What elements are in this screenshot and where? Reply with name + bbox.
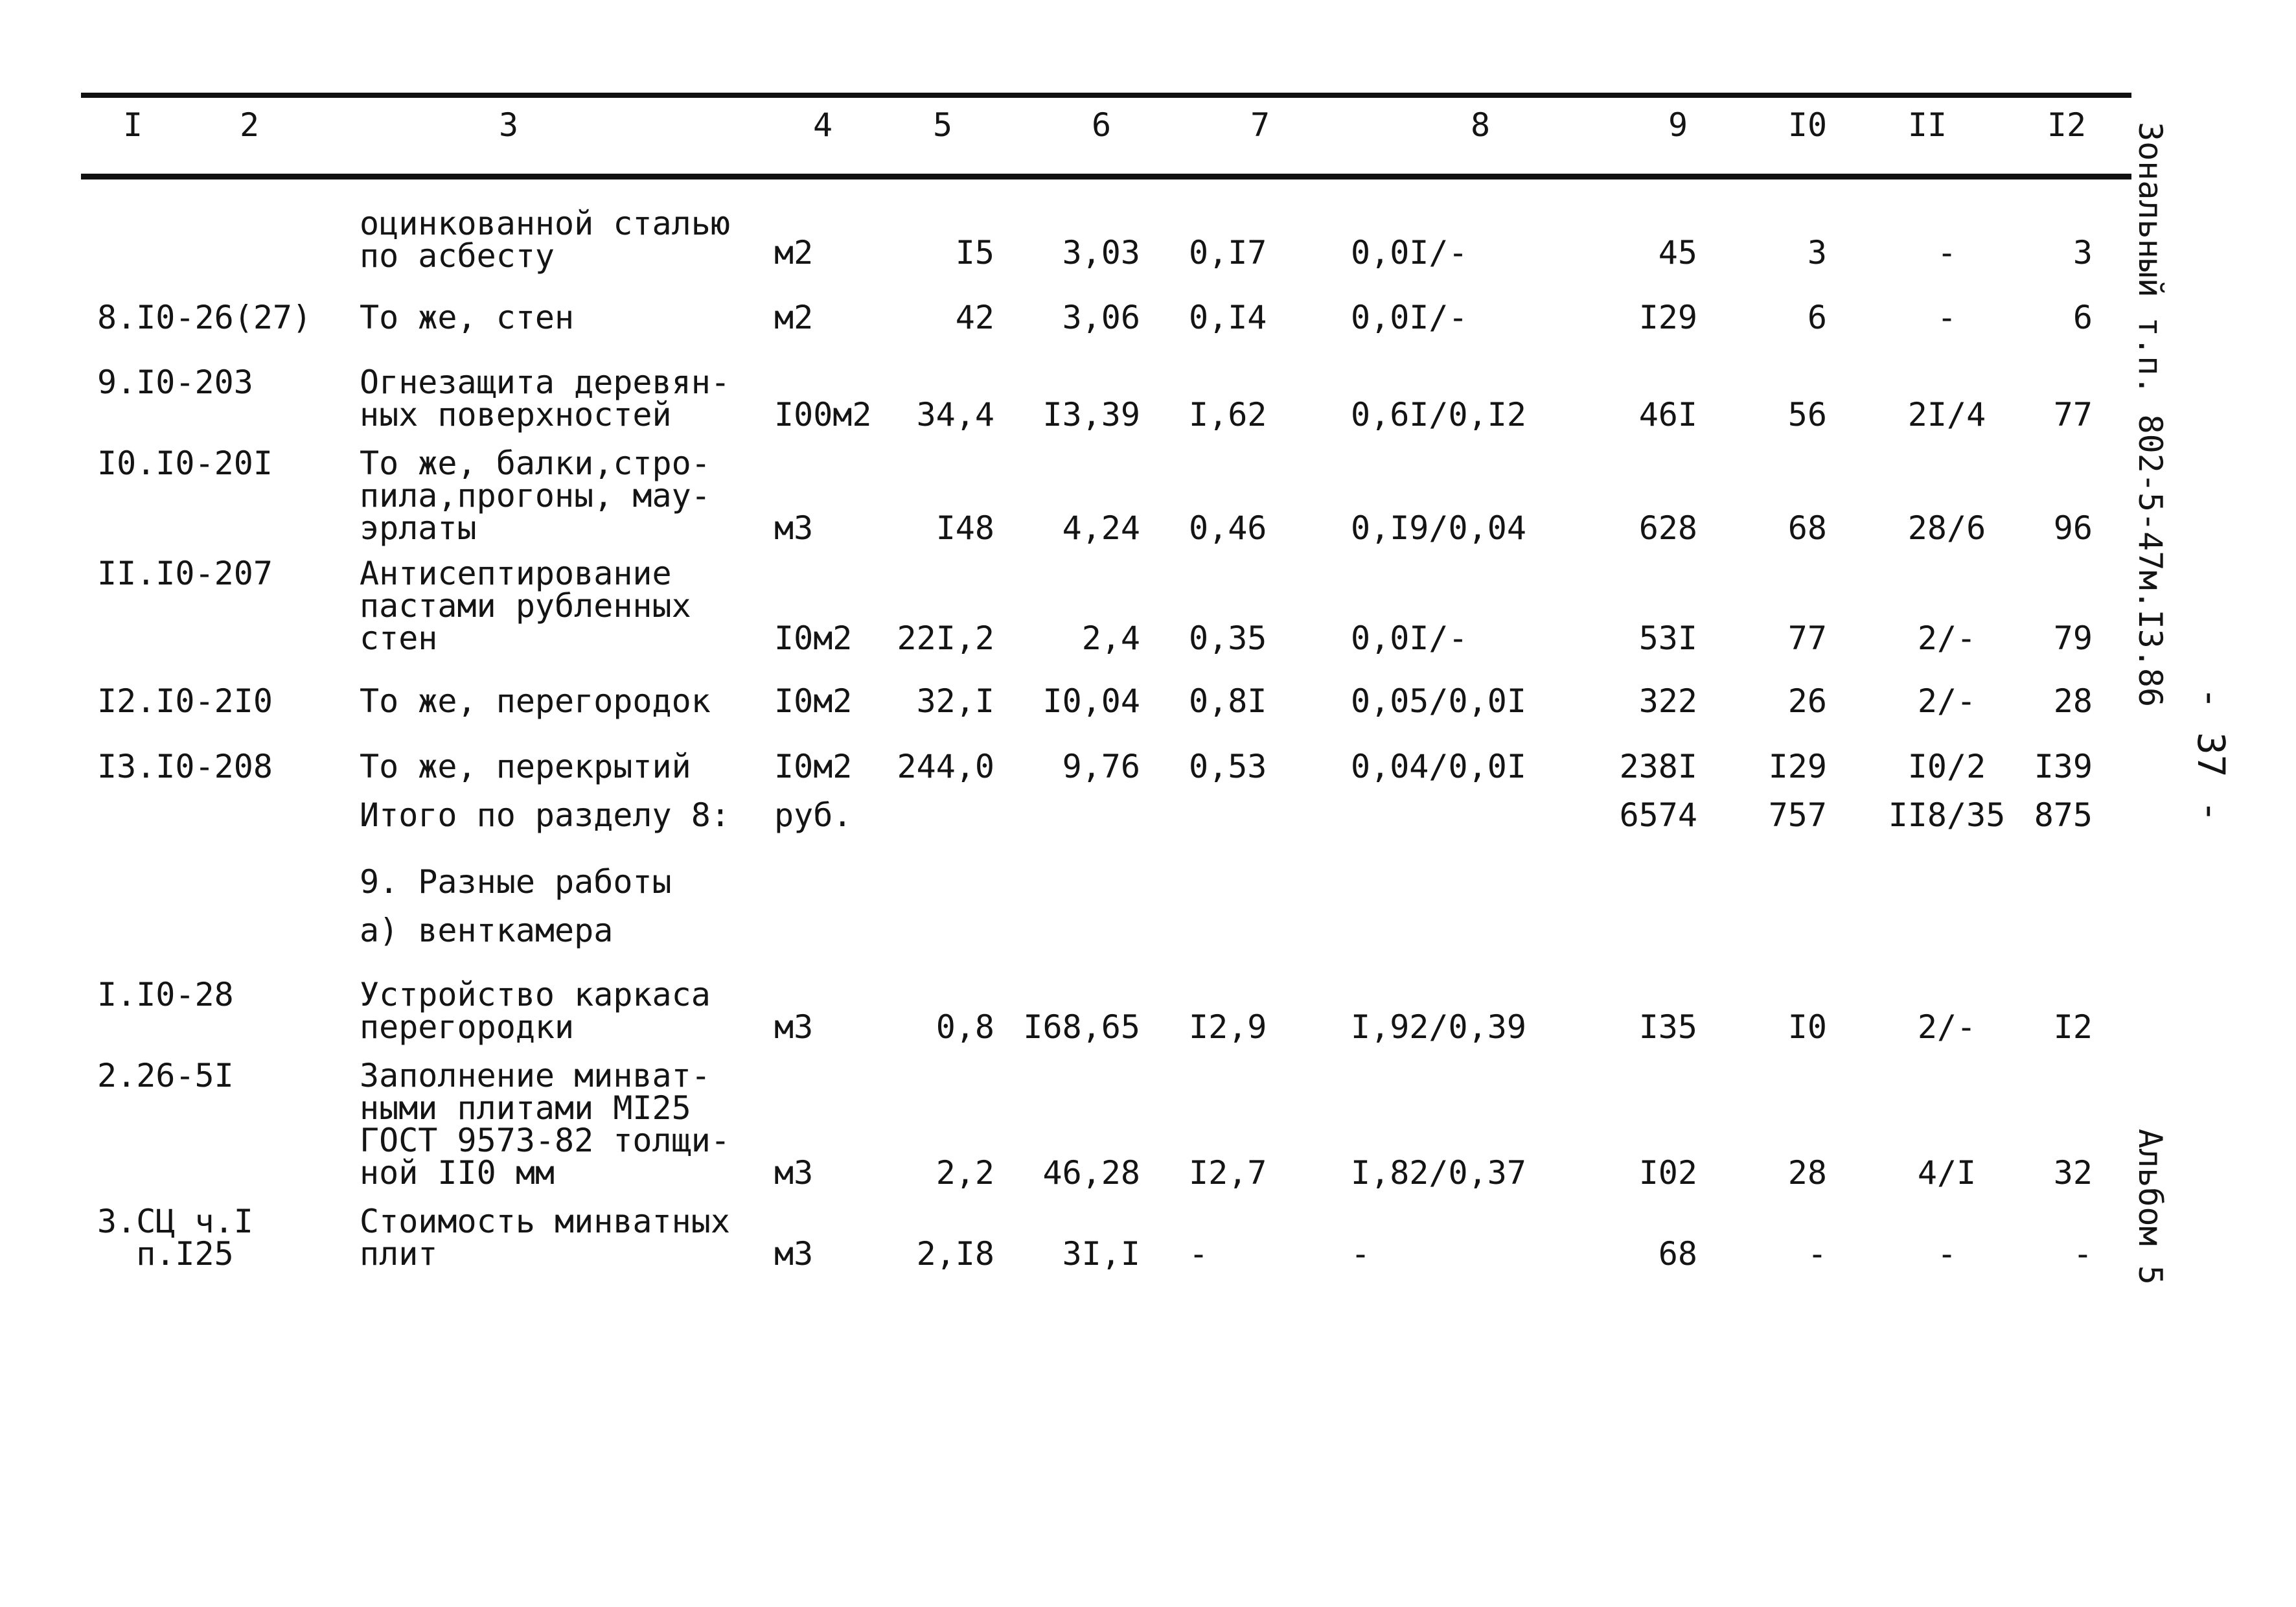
cell-c9: 238I	[1619, 748, 1697, 785]
cell-c8: 0,05/0,0I	[1351, 682, 1526, 720]
cell-c12: 6	[2072, 299, 2093, 336]
cell-c7: 0,I4	[1189, 299, 1267, 336]
cell-c8: 0,0I/-	[1351, 299, 1468, 336]
cell-c9: 68	[1658, 1235, 1697, 1273]
cell-price: 3,03	[1062, 234, 1140, 272]
cell-name: оцинкованной сталью по асбесту	[360, 205, 730, 275]
column-header: II	[1907, 106, 1947, 144]
column-header: 9	[1668, 106, 1688, 144]
cell-c10: I29	[1768, 748, 1827, 785]
column-header: 3	[498, 106, 519, 144]
cell-c10: 77	[1787, 619, 1827, 657]
cell-code: 9.I0-203	[97, 364, 253, 401]
cell-c11: 2I/4	[1907, 396, 1986, 434]
column-header: I2	[2047, 106, 2087, 144]
cell-price: I3,39	[1042, 396, 1140, 434]
cell-qty: 42	[955, 299, 994, 336]
column-header: 5	[932, 106, 953, 144]
cell-c10: 56	[1787, 396, 1827, 434]
cell-name: Стоимость минватных плит	[360, 1203, 730, 1273]
cell-c8: -	[1351, 1235, 1371, 1273]
cell-c9: 628	[1638, 509, 1697, 547]
cell-price: 4,24	[1062, 509, 1140, 547]
cell-unit: I0м2	[774, 748, 853, 785]
cell-unit: I0м2	[774, 682, 853, 720]
cell-c11: 2/-	[1917, 1008, 1977, 1046]
cell-c10: 3	[1807, 234, 1827, 272]
cell-unit: м3	[774, 1008, 814, 1046]
cell-name: Заполнение минват- ными плитами МI25 ГОСТ 9573-82 толщи- ной II0 мм	[360, 1057, 730, 1192]
cell-price: I68,65	[1023, 1008, 1140, 1046]
cell-unit: I00м2	[774, 396, 872, 434]
cell-code: I2.I0-2I0	[97, 682, 273, 720]
cell-c12: 79	[2053, 619, 2093, 657]
cell-c7: 0,8I	[1189, 682, 1267, 720]
cell-c9: I02	[1638, 1154, 1697, 1192]
section-title: 9. Разные работы	[360, 863, 672, 901]
cell-c10: -	[1807, 1235, 1827, 1273]
cell-qty: 2,I8	[916, 1235, 994, 1273]
cell-unit: м2	[774, 299, 814, 336]
header-bottom-rule	[81, 174, 2131, 179]
cell-c9: 46I	[1638, 396, 1697, 434]
cell-c8: 0,0I/-	[1351, 234, 1468, 272]
column-header: 2	[239, 106, 260, 144]
column-header: 4	[812, 106, 833, 144]
margin-top-text: Зональный т.п. 802-5-47м.I3.86	[2131, 122, 2169, 708]
cell-c11: 2/-	[1917, 619, 1977, 657]
cell-c11: -	[1936, 299, 1957, 336]
cell-name: Огнезащита деревян- ных поверхностей	[360, 364, 730, 434]
cell-c10: 68	[1787, 509, 1827, 547]
cell-name: Антисептирование пастами рубленных стен	[360, 555, 691, 657]
cell-c8: 0,04/0,0I	[1351, 748, 1526, 785]
cell-code: 8.I0-26(27)	[97, 299, 312, 336]
cell-c7: I2,7	[1189, 1154, 1267, 1192]
cell-c10: 28	[1787, 1154, 1827, 1192]
cell-name: Итого по разделу 8:	[360, 796, 730, 834]
table-top-rule	[81, 93, 2131, 98]
cell-c12: I2	[2053, 1008, 2093, 1046]
cell-unit: руб.	[774, 796, 853, 834]
column-header: I0	[1787, 106, 1828, 144]
cell-code: I3.I0-208	[97, 748, 273, 785]
cell-unit: м3	[774, 1235, 814, 1273]
column-header: 8	[1470, 106, 1491, 144]
cell-c8: 0,I9/0,04	[1351, 509, 1526, 547]
cell-c8: 0,0I/-	[1351, 619, 1468, 657]
column-header: 6	[1091, 106, 1112, 144]
cell-c12: 28	[2053, 682, 2093, 720]
cell-c10: I0	[1787, 1008, 1827, 1046]
cell-c12: -	[2072, 1235, 2093, 1273]
cell-price: 9,76	[1062, 748, 1140, 785]
cell-c7: 0,46	[1189, 509, 1267, 547]
cell-price: I0,04	[1042, 682, 1140, 720]
margin-bottom-text: Альбом 5	[2131, 1129, 2169, 1285]
cell-c12: 32	[2053, 1154, 2093, 1192]
cell-c11: 2/-	[1917, 682, 1977, 720]
cell-c9: I35	[1638, 1008, 1697, 1046]
cell-c9: 322	[1638, 682, 1697, 720]
cell-code: I.I0-28	[97, 976, 234, 1013]
cell-c12: 875	[2034, 796, 2093, 834]
cell-c10: 757	[1768, 796, 1827, 834]
cell-c12: 96	[2053, 509, 2093, 547]
cell-c9: 53I	[1638, 619, 1697, 657]
cell-c12: I39	[2034, 748, 2093, 785]
cell-unit: м3	[774, 509, 814, 547]
cell-price: 2,4	[1081, 619, 1140, 657]
cell-price: 46,28	[1042, 1154, 1140, 1192]
cell-name: То же, перегородок	[360, 682, 711, 720]
cell-c8: 0,6I/0,I2	[1351, 396, 1526, 434]
cell-unit: м3	[774, 1154, 814, 1192]
column-header: I	[122, 106, 143, 144]
cell-c8: I,82/0,37	[1351, 1154, 1526, 1192]
cell-price: 3,06	[1062, 299, 1140, 336]
cell-c11: II8/35	[1888, 796, 2006, 834]
cell-c11: -	[1936, 234, 1957, 272]
cell-code: 2.26-5I	[97, 1057, 234, 1094]
cell-c7: I,62	[1189, 396, 1267, 434]
cell-c9: I29	[1638, 299, 1697, 336]
cell-c11: -	[1936, 1235, 1957, 1273]
cell-c9: 6574	[1619, 796, 1697, 834]
cell-c7: 0,53	[1189, 748, 1267, 785]
cell-qty: 32,I	[916, 682, 994, 720]
cell-qty: 34,4	[916, 396, 994, 434]
cell-c7: 0,35	[1189, 619, 1267, 657]
cell-code: 3.СЦ ч.I п.I25	[97, 1203, 253, 1273]
cell-qty: I5	[955, 234, 994, 272]
cell-qty: 0,8	[936, 1008, 994, 1046]
cell-c9: 45	[1658, 234, 1697, 272]
cell-c8: I,92/0,39	[1351, 1008, 1526, 1046]
page-number: - 37 -	[2189, 687, 2233, 823]
cell-qty: 244,0	[897, 748, 994, 785]
cell-qty: I48	[936, 509, 994, 547]
cell-c12: 3	[2072, 234, 2093, 272]
cell-c11: 4/I	[1917, 1154, 1977, 1192]
cell-c11: I0/2	[1907, 748, 1986, 785]
cell-code: II.I0-207	[97, 555, 273, 592]
cell-c12: 77	[2053, 396, 2093, 434]
section-subtitle: а) венткамера	[360, 912, 614, 949]
cell-c7: I2,9	[1189, 1008, 1267, 1046]
cell-c10: 26	[1787, 682, 1827, 720]
cell-code: I0.I0-20I	[97, 445, 273, 482]
cell-c11: 28/6	[1907, 509, 1986, 547]
cell-name: Устройство каркаса перегородки	[360, 976, 711, 1046]
cell-qty: 2,2	[936, 1154, 994, 1192]
cell-c7: -	[1189, 1235, 1209, 1273]
cell-price: 3I,I	[1062, 1235, 1140, 1273]
cell-unit: м2	[774, 234, 814, 272]
cell-qty: 22I,2	[897, 619, 994, 657]
column-header: 7	[1250, 106, 1270, 144]
cell-unit: I0м2	[774, 619, 853, 657]
cell-c7: 0,I7	[1189, 234, 1267, 272]
cell-name: То же, балки,стро- пила,прогоны, мау- эрлаты	[360, 445, 711, 547]
cell-c10: 6	[1807, 299, 1827, 336]
cell-name: То же, перекрытий	[360, 748, 691, 785]
cell-name: То же, стен	[360, 299, 575, 336]
